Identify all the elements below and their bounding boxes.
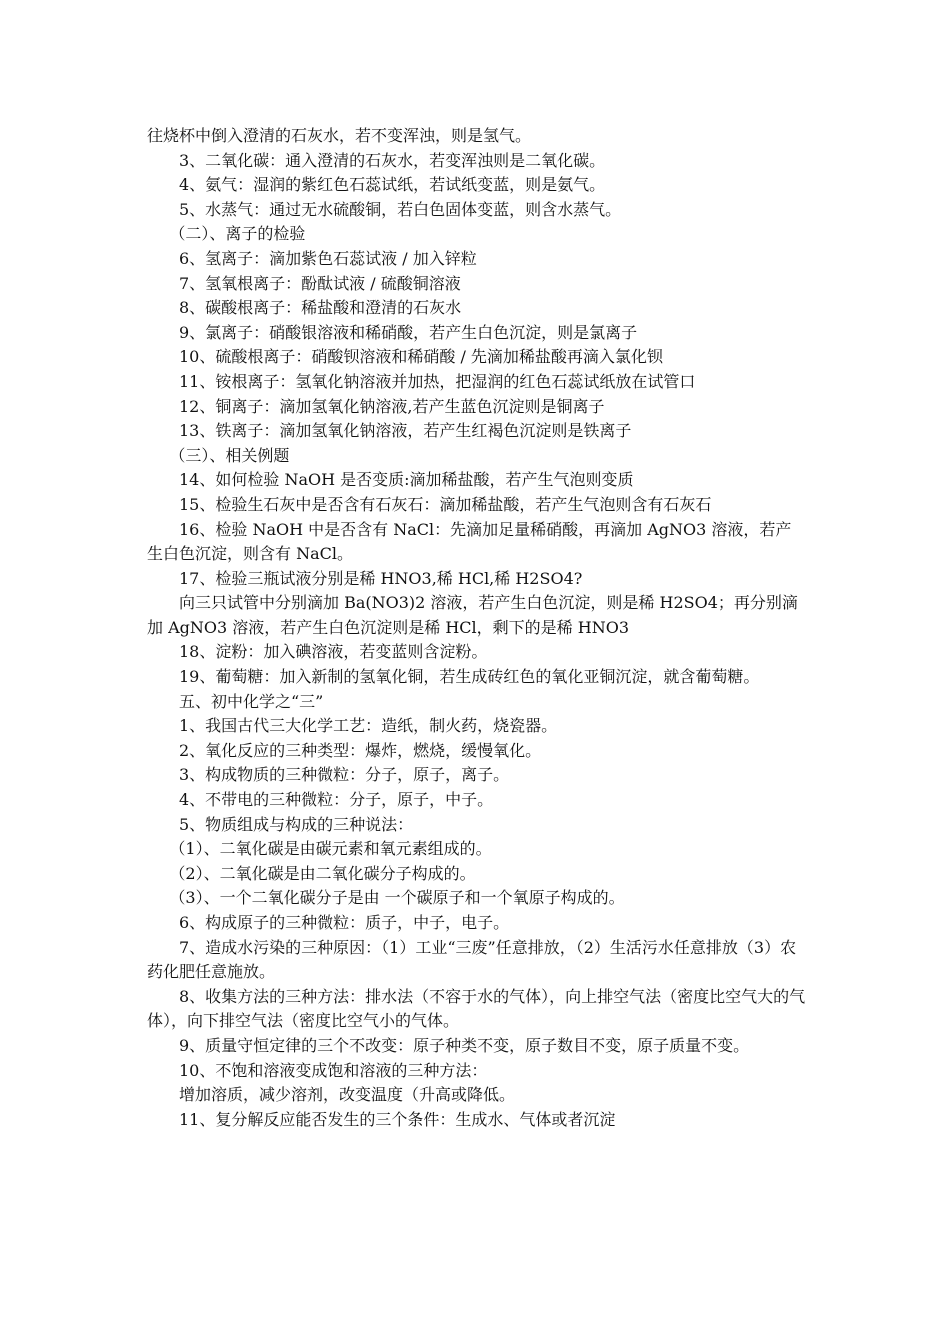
text-line: （1）、二氧化碳是由碳元素和氧元素组成的。 [169, 839, 492, 859]
text-line: 1、我国古代三大化学工艺：造纸，制火药，烧瓷器。 [179, 716, 558, 736]
text-line: 4、不带电的三种微粒：分子，原子，中子。 [179, 790, 494, 810]
text-line: 14、如何检验 NaOH 是否变质:滴加稀盐酸，若产生气泡则变质 [179, 470, 634, 490]
text-line: 15、检验生石灰中是否含有石灰石：滴加稀盐酸，若产生气泡则含有石灰石 [179, 494, 712, 514]
text-line: 4、氨气：湿润的紫红色石蕊试纸，若试纸变蓝，则是氨气。 [179, 175, 606, 195]
text-line: 5、物质组成与构成的三种说法： [179, 814, 414, 834]
section-heading: （三）、相关例题 [169, 445, 290, 465]
document-body [147, 124, 807, 1132]
text-line: 11、复分解反应能否发生的三个条件：生成水、气体或者沉淀 [179, 1109, 616, 1129]
text-line: 3、二氧化碳：通入澄清的石灰水，若变浑浊则是二氧化碳。 [179, 150, 606, 170]
text-line: 7、造成水污染的三种原因：（1）工业“三废”任意排放，（2）生活污水任意排放（3）农药化肥任意施放。 [147, 937, 797, 982]
text-line: 11、铵根离子：氢氧化钠溶液并加热，把湿润的红色石蕊试纸放在试管口 [179, 371, 696, 391]
text-line: 增加溶质，减少溶剂，改变温度（升高或降低。 [179, 1085, 516, 1105]
text-line: 10、不饱和溶液变成饱和溶液的三种方法： [179, 1060, 488, 1080]
text-line: 8、收集方法的三种方法：排水法（不容于水的气体），向上排空气法（密度比空气大的气体），向下排空气法（密度比空气小的气体。 [147, 986, 806, 1031]
text-line: 6、构成原子的三种微粒：质子，中子，电子。 [179, 913, 510, 932]
chapter-heading: 五、初中化学之“三” [179, 691, 324, 711]
section-heading: （二）、离子的检验 [169, 224, 306, 244]
text-line: 3、构成物质的三种微粒：分子，原子，离子。 [179, 765, 510, 785]
text-line: 6、氢离子：滴加紫色石蕊试液 / 加入锌粒 [179, 248, 477, 268]
text-line: 5、水蒸气：通过无水硫酸铜，若白色固体变蓝，则含水蒸气。 [179, 199, 622, 219]
text-line: 9、质量守恒定律的三个不改变：原子种类不变，原子数目不变，原子质量不变。 [179, 1035, 750, 1055]
text-line: 10、硫酸根离子：硝酸钡溶液和稀硝酸 / 先滴加稀盐酸再滴入氯化钡 [179, 347, 663, 367]
text-line: 2、氧化反应的三种类型：爆炸，燃烧，缓慢氧化。 [179, 740, 542, 760]
text-line: 往烧杯中倒入澄清的石灰水，若不变浑浊，则是氢气。 [147, 126, 532, 145]
text-line: 16、检验 NaOH 中是否含有 NaCl：先滴加足量稀硝酸，再滴加 AgNO3 溶液，若产生白色沉淀，则含有 NaCl。 [147, 519, 792, 564]
text-line: 13、铁离子：滴加氢氧化钠溶液，若产生红褐色沉淀则是铁离子 [179, 421, 632, 441]
text-line: （2）、二氧化碳是由二氧化碳分子构成的。 [169, 863, 476, 883]
text-line: （3）、一个二氧化碳分子是由 一个碳原子和一个氧原子构成的。 [169, 888, 625, 908]
text-line: 12、铜离子：滴加氢氧化钠溶液,若产生蓝色沉淀则是铜离子 [179, 396, 605, 416]
text-line: 9、氯离子：硝酸银溶液和稀硝酸，若产生白色沉淀，则是氯离子 [179, 322, 638, 342]
text-line: 17、检验三瓶试液分别是稀 HNO3,稀 HCl,稀 H2SO4? [179, 568, 583, 588]
text-line: 19、葡萄糖：加入新制的氢氧化铜，若生成砖红色的氧化亚铜沉淀，就含葡萄糖。 [179, 667, 760, 687]
text-line: 18、淀粉：加入碘溶液，若变蓝则含淀粉。 [179, 642, 488, 662]
text-line: 8、碳酸根离子：稀盐酸和澄清的石灰水 [179, 298, 462, 318]
text-line: 7、氢氧根离子：酚酞试液 / 硫酸铜溶液 [179, 273, 461, 293]
text-line: 向三只试管中分别滴加 Ba(NO3)2 溶液，若产生白色沉淀，则是稀 H2SO4；再分别滴加 AgNO3 溶液，若产生白色沉淀则是稀 HCl，剩下的是稀 HNO3 [147, 593, 798, 637]
